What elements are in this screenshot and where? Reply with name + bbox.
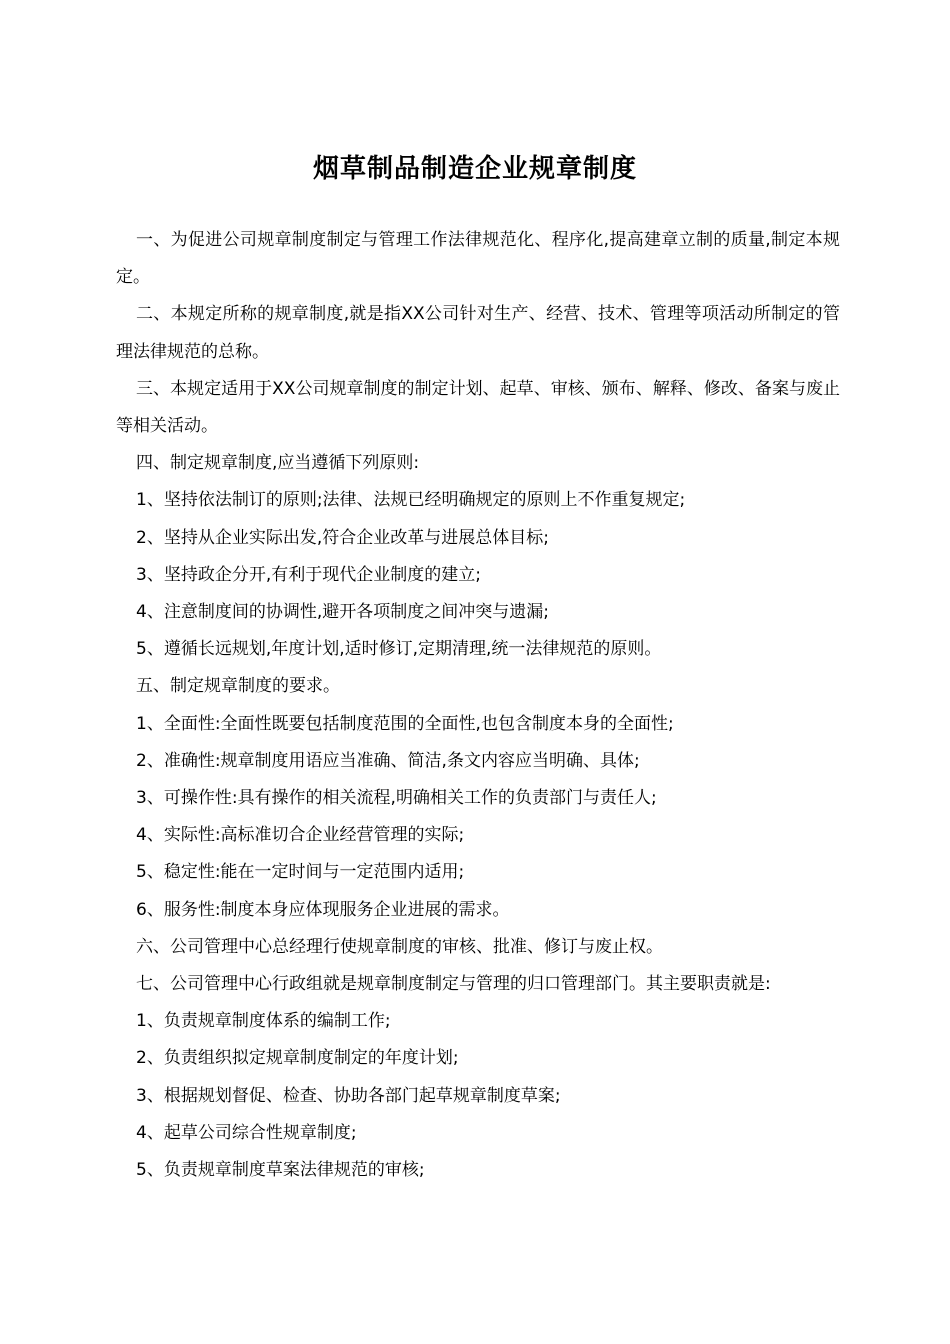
list-item: 2、坚持从企业实际出发,符合企业改革与进展总体目标; [136,527,549,548]
document-body [116,222,840,1189]
paragraph-7: 七、公司管理中心行政组就是规章制度制定与管理的归口管理部门。其主要职责就是: [136,974,771,995]
paragraph-5: 五、制定规章制度的要求。 [136,676,340,697]
document-title: 烟草制品制造企业规章制度 [312,154,637,185]
list-item: 1、负责规章制度体系的编制工作; [136,1011,391,1032]
list-item: 3、可操作性:具有操作的相关流程,明确相关工作的负责部门与责任人; [136,788,657,809]
paragraph-3: 三、本规定适用于XX公司规章制度的制定计划、起草、审核、颁布、解释、修改、备案与废止等相关活动。 [116,378,840,437]
paragraph-6: 六、公司管理中心总经理行使规章制度的审核、批准、修订与废止权。 [136,936,663,957]
paragraph-2: 二、本规定所称的规章制度,就是指XX公司针对生产、经营、技术、管理等项活动所制定的管理法律规范的总称。 [116,304,840,362]
list-item: 5、遵循长远规划,年度计划,适时修订,定期清理,统一法律规范的原则。 [136,639,662,660]
list-item: 1、全面性:全面性既要包括制度范围的全面性,也包含制度本身的全面性; [136,713,674,734]
list-item: 6、服务性:制度本身应体现服务企业进展的需求。 [136,899,510,920]
list-item: 2、负责组织拟定规章制度制定的年度计划; [136,1048,459,1069]
list-item: 3、坚持政企分开,有利于现代企业制度的建立; [136,564,481,585]
list-item: 4、实际性:高标准切合企业经营管理的实际; [136,825,465,846]
paragraph-4: 四、制定规章制度,应当遵循下列原则: [136,453,420,474]
list-item: 5、稳定性:能在一定时间与一定范围内适用; [136,862,465,883]
paragraph-1: 一、为促进公司规章制度制定与管理工作法律规范化、程序化,提高建章立制的质量,制定本规定。 [116,230,840,288]
list-item: 4、起草公司综合性规章制度; [136,1122,357,1143]
list-item: 4、注意制度间的协调性,避开各项制度之间冲突与遗漏; [136,602,549,623]
list-item: 3、根据规划督促、检查、协助各部门起草规章制度草案; [136,1085,561,1106]
list-item: 5、负责规章制度草案法律规范的审核; [136,1160,425,1181]
list-item: 1、坚持依法制订的原则;法律、法规已经明确规定的原则上不作重复规定; [136,490,686,511]
list-item: 2、准确性:规章制度用语应当准确、简洁,条文内容应当明确、具体; [136,750,640,771]
